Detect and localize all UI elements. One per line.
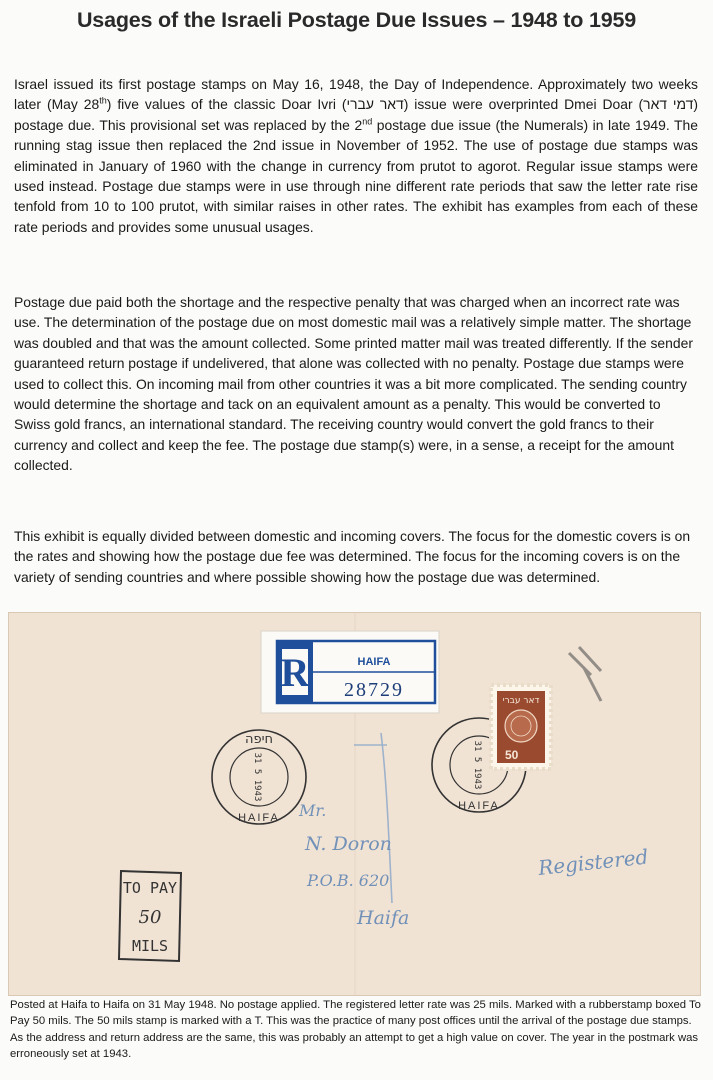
intro-sup-nd: nd: [362, 116, 373, 127]
registration-city: HAIFA: [357, 656, 391, 668]
cover-envelope-image: [8, 612, 701, 996]
postmark-left-bottom: HAIFA: [238, 812, 280, 824]
postmark-left-top: חיפה: [244, 732, 274, 747]
doar-ivri-stamp: [491, 685, 551, 769]
exhibit-focus-paragraph: This exhibit is equally divided between domestic and incoming covers. The focus for the domestic covers is on the rates and showing how the postage due fee was determined. The focus for the incoming covers is on the variety of sending countries and where possible showing how the postage due was determined.: [14, 528, 691, 585]
address-line-4: Haifa: [357, 907, 410, 929]
postmark-left-date: 31 5 1943: [252, 752, 262, 802]
address-line-1: Mr.: [299, 801, 327, 820]
to-pay-line1: TO PAY: [122, 879, 178, 897]
cover-caption: Posted at Haifa to Haifa on 31 May 1948. No postage applied. The registered letter rate was 25 mils. Marked with a rubberstamp boxed To Pay 50 mils. The 50 mils stamp is marked with a T. This was the practice of many post offices until the arrival of the postage due stamps. As the address and return address are the same, this was probably an attempt to get a high value on cover. The year in the postmark was erroneously set at 1943.: [10, 999, 701, 1061]
address-line-3: P.O.B. 620: [307, 871, 390, 890]
registered-note: Registered: [537, 844, 650, 880]
intro-text-b: ) five values of the classic Doar Ivri (דאר עברי) issue were overprinted Dmei Doar (דמי דאר) postage due. This provisional set was replaced by the 2: [14, 96, 699, 133]
registration-number: 28729: [344, 679, 404, 701]
stamp-inscription: דאר עברי: [502, 696, 540, 706]
intro-text-a: Israel issued its first postage stamps on May 16, 1948, the Day of Independence. Approximately two weeks later (May 28: [14, 76, 698, 113]
registration-letter: R: [280, 650, 310, 695]
address-line-2: N. Doron: [305, 833, 392, 855]
to-pay-line3: MILS: [131, 937, 169, 955]
postmark-right-bottom: HAIFA: [458, 800, 500, 812]
intro-paragraph: [14, 74, 698, 237]
page-title: Usages of the Israeli Postage Due Issues – 1948 to 1959: [76, 8, 637, 32]
intro-text-c: postage due issue (the Numerals) in late 1949. The running stag issue then replaced the 2nd issue in November of 1952. The use of postage due stamps was eliminated in January of 1960 with the change in currency from prutot to agorot. Regular issue stamps were used instead. Postage due stamps were in use through nine different rate periods that saw the letter rate rise tenfold from 10 to 100 prutot, with similar raises in other rates. The exhibit has examples from each of these rate periods and provides some unusual usages.: [14, 116, 698, 235]
cover-illustration: [9, 613, 700, 995]
postmark-right-date: 31 5 1943: [472, 740, 482, 790]
to-pay-line2: 50: [138, 907, 162, 928]
registration-label: [261, 631, 439, 713]
intro-sup-th: th: [99, 95, 107, 106]
stamp-value: 50: [505, 748, 519, 762]
postage-due-paragraph: Postage due paid both the shortage and the respective penalty that was charged when an incorrect rate was use. The determination of the postage due on most domestic mail was a relatively simple matter. The shortage was doubled and that was the amount collected. Some printed matter mail was treated differently. If the sender guaranteed return postage if undelivered, that alone was collected with no penalty. Postage due stamps were used to collect this. On incoming mail from other countries it was a bit more complicated. The sending country would determine the shortage and tack on an equivalent amount as a penalty. This would be converted to Swiss gold francs, an international standard. The receiving country would convert the gold francs to their currency and collect and keep the fee. The postage due stamp(s) were, in a sense, a receipt for the amount collected.: [14, 294, 693, 474]
